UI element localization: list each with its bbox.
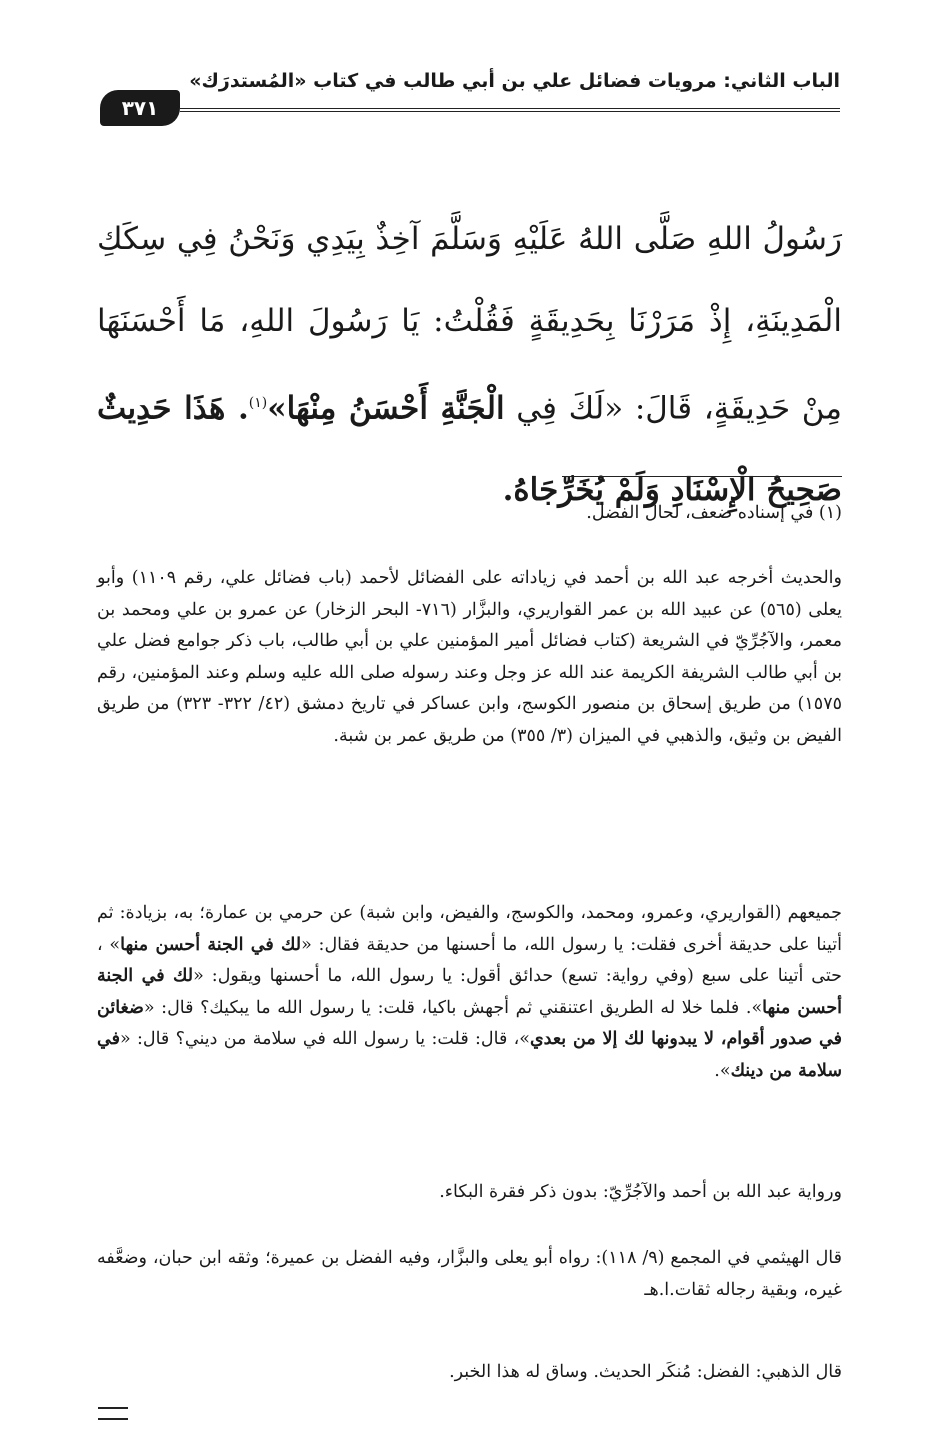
page-number: ٣٧١	[121, 96, 159, 120]
p2-text-a: جميعهم (القواريري، وعمرو، ومحمد، والكوسج، والفيض، وابن شبة) عن حرمي بن عمارة؛ به، بزيادة: ثم أتينا على حديقة أخرى فقلت: يا رسول الله، ما أحسنها من حديقة فقال: «	[97, 903, 842, 955]
header-rule	[180, 108, 840, 112]
continuation-mark	[98, 1407, 128, 1420]
footnote-paragraph-dhahabi: قال الذهبي: الفضل: مُنكَر الحديث. وساق له هذا الخبر.	[449, 1362, 842, 1382]
p2-bold-4: في سلامة من دينك	[97, 1029, 842, 1081]
hadith-line-3a: الْجَنَّةِ أَحْسَنُ مِنْهَا»	[267, 390, 505, 427]
p2-bold-1: لك في الجنة أحسن منها	[120, 934, 302, 955]
footnote-divider	[562, 476, 842, 477]
footnote-paragraph-riwaya	[97, 898, 842, 1087]
hadith-line-2: مَرَرْنَا بِحَدِيقَةٍ فَقُلْتُ: يَا رَسُولَ اللهِ، مَا أَحْسَنَهَا مِنْ حَدِيقَةٍ، قَالَ: «لَكَ فِي	[97, 303, 842, 427]
p2-text-f: ».	[714, 1060, 731, 1081]
page-number-badge	[100, 90, 180, 126]
footnote-paragraph-takhrij: والحديث أخرجه عبد الله بن أحمد في زياداته على الفضائل لأحمد (باب فضائل علي، رقم ١١٠٩) وأبو يعلى (٥٦٥) عن عبيد الله بن عمر القواريري، والبزَّار (٧١٦- البحر الزخار) عن عمرو بن علي ومحمد بن معمر، والآجُرِّيّ في الشريعة (كتاب فضائل أمير المؤمنين علي بن أبي طالب، باب ذكر جوامع فضل علي بن أبي طالب الشريفة الكريمة عند الله عز وجل وعند رسوله صلى الله عليه وسلم وعند المؤمنين، رقم ١٥٧٥) من طريق إسحاق بن منصور الكوسج، وابن عساكر في تاريخ دمشق (٤٢/ ٣٢٢- ٣٢٣) من طريق الفيض بن وثيق، والذهبي في الميزان (٣/ ٣٥٥) من طريق عمر بن شبة.	[97, 568, 843, 746]
running-head: الباب الثاني: مرويات فضائل علي بن أبي طالب في كتاب «المُستدرَك»	[189, 70, 840, 92]
p2-bold-3: ضغائن في صدور أقوام، لا يبدونها لك إلا من بعدي	[97, 997, 842, 1049]
footnote-paragraph-note: ورواية عبد الله بن أحمد والآجُرِّيّ: بدون ذكر فقرة البكاء.	[439, 1182, 842, 1202]
p2-bold-2: لك في الجنة أحسن منها	[97, 966, 842, 1018]
footnote-1: (١) في إسناده ضعف، لحال الفضل.	[586, 503, 842, 523]
hadith-verdict: . هَذَا حَدِيثٌ صَحِيحُ الْإِسْنَادِ وَلَمْ يُخَرِّجَاهُ.	[97, 390, 842, 509]
hadith-text	[97, 198, 842, 531]
hadith-line-1: رَسُولُ اللهِ صَلَّى اللهُ عَلَيْهِ وَسَلَّمَ آخِذٌ بِيَدِي وَنَحْنُ فِي سِكَكِ الْمَدِينَةِ، إِذْ	[97, 221, 842, 339]
footnote-paragraph-haythami: قال الهيثمي في المجمع (٩/ ١١٨): رواه أبو يعلى والبزَّار، وفيه الفضل بن عميرة؛ وثقه ابن حبان، وضعَّفه غيره، وبقية رجاله ثقات.ا.هـ	[97, 1248, 842, 1300]
p2-text-d: ». فلما خلا له الطريق اعتنقني ثم أجهش باكيا، قلت: يا رسول الله ما يبكيك؟ قال: «	[143, 997, 763, 1018]
footnote-ref: (١)	[248, 395, 268, 411]
p2-text-c: » ، حتى أتينا على سبع (وفي رواية: تسع) حدائق أقول: يا رسول الله، ما أحسنها ويقول: «	[97, 934, 842, 986]
p2-text-e: »، قال: قلت: يا رسول الله في سلامة من ديني؟ قال: «	[119, 1029, 530, 1049]
